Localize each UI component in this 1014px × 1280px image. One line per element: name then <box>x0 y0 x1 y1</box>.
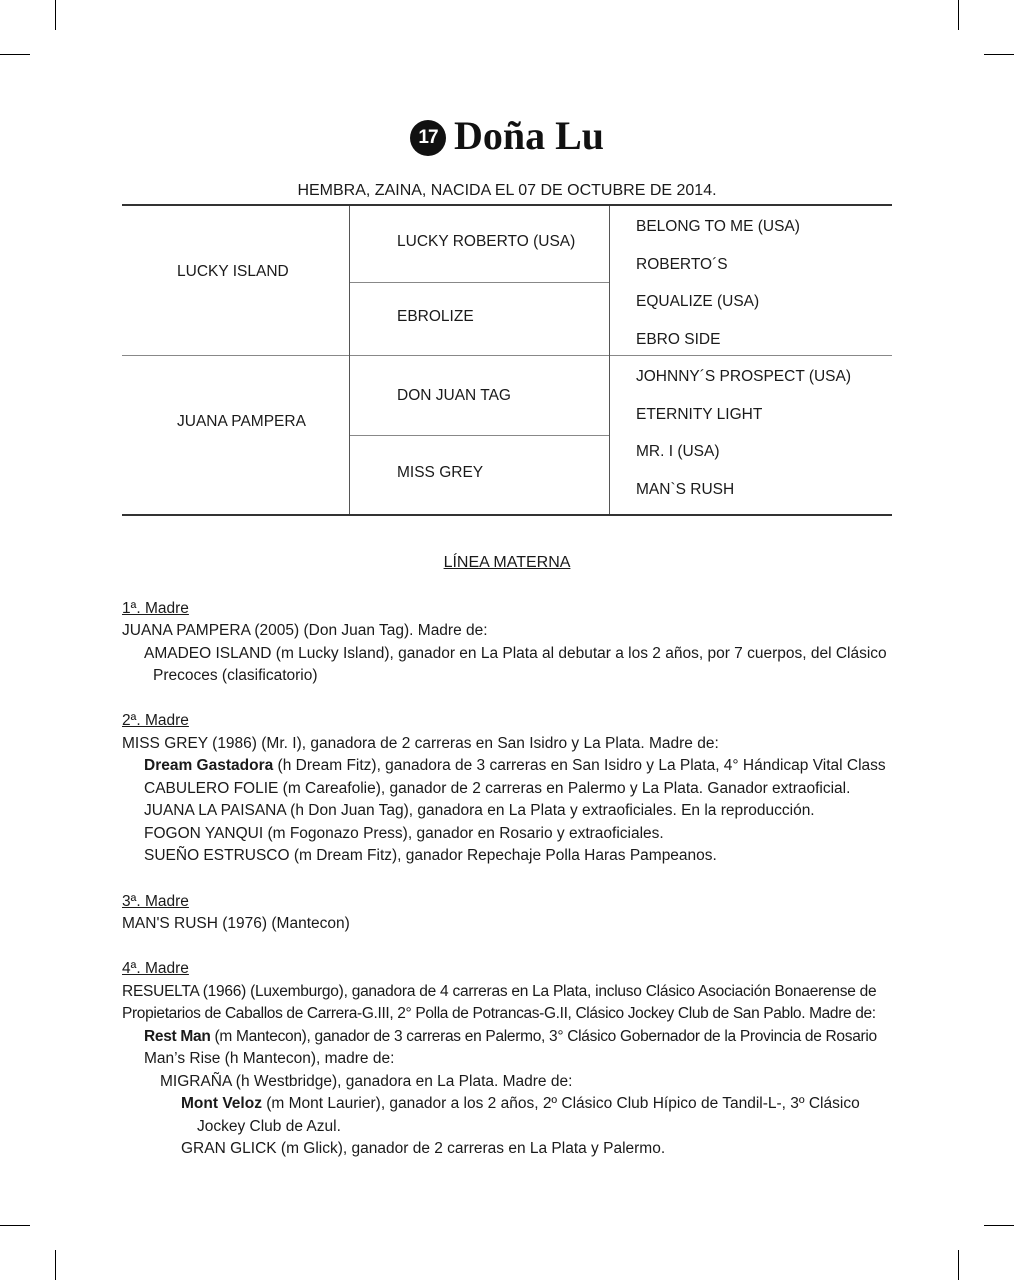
horse-description: HEMBRA, ZAINA, NACIDA EL 07 DE OCTUBRE DE 2014. <box>297 182 717 199</box>
pedigree-table <box>122 204 892 516</box>
table-top-rule <box>122 204 892 206</box>
great-grandparent-name: ETERNITY LIGHT <box>636 406 763 423</box>
first-dam-heading: 1ª. Madre <box>122 600 189 617</box>
great-grandparent-name: ROBERTO´S <box>636 256 728 273</box>
offspring-line: CABULERO FOLIE (m Careafolie), ganador de 2 carreras en Palermo y La Plata. Ganador extraoficial. <box>144 780 851 797</box>
great-grandparent-name: JOHNNY´S PROSPECT (USA) <box>636 368 852 385</box>
fourth-dam-intro: Propietarios de Caballos de Carrera-G.III, 2° Polla de Potrancas-G.II, Clásico Jockey Club de San Pablo. Madre de: <box>122 1005 876 1022</box>
offspring-line: Precoces (clasificatorio) <box>153 667 318 684</box>
crop-mark <box>984 1225 1014 1226</box>
crop-mark <box>958 0 959 30</box>
crop-mark <box>958 1250 959 1280</box>
crop-mark <box>55 0 56 30</box>
third-dam-intro: MAN'S RUSH (1976) (Mantecon) <box>122 915 350 932</box>
offspring-line: Jockey Club de Azul. <box>197 1118 341 1135</box>
third-dam-heading: 3ª. Madre <box>122 893 189 910</box>
offspring-line <box>144 755 886 777</box>
lot-number-badge: 17 <box>410 120 446 156</box>
page-title <box>0 112 1014 159</box>
offspring-line: MIGRAÑA (h Westbridge), ganadora en La Plata. Madre de: <box>160 1073 573 1090</box>
great-grandparent-name: EQUALIZE (USA) <box>636 293 760 310</box>
table-rule <box>349 282 609 283</box>
sire-name: LUCKY ISLAND <box>177 263 289 280</box>
fourth-dam-heading: 4ª. Madre <box>122 960 189 977</box>
offspring-line: AMADEO ISLAND (m Lucky Island), ganador en La Plata al debutar a los 2 años, por 7 cuerpos, del Clásico <box>144 645 887 662</box>
first-dam-intro: JUANA PAMPERA (2005) (Don Juan Tag). Madre de: <box>122 622 488 639</box>
offspring-line: SUEÑO ESTRUSCO (m Dream Fitz), ganador Repechaje Polla Haras Pampeanos. <box>144 847 717 864</box>
horse-name: Doña Lu <box>453 113 605 158</box>
table-column-divider <box>609 206 610 514</box>
maternal-line-heading: LÍNEA MATERNA <box>443 554 571 571</box>
offspring-details: (m Mantecon), ganador de 3 carreras en Palermo, 3° Clásico Gobernador de la Provincia de Rosario <box>210 1028 877 1045</box>
second-dam-heading: 2ª. Madre <box>122 712 189 729</box>
great-grandparent-name: MAN`S RUSH <box>636 481 735 498</box>
crop-mark <box>984 54 1014 55</box>
sire-sire-name: LUCKY ROBERTO (USA) <box>397 233 576 250</box>
offspring-bold-name: Mont Veloz <box>181 1095 262 1112</box>
dam-sire-name: DON JUAN TAG <box>397 387 511 404</box>
great-grandparent-name: MR. I (USA) <box>636 443 720 460</box>
offspring-line: JUANA LA PAISANA (h Don Juan Tag), ganadora en La Plata y extraoficiales. En la reproducción. <box>144 802 815 819</box>
table-rule <box>349 435 609 436</box>
second-dam-intro: MISS GREY (1986) (Mr. I), ganadora de 2 carreras en San Isidro y La Plata. Madre de: <box>122 735 719 752</box>
great-grandparent-name: EBRO SIDE <box>636 331 721 348</box>
dam-dam-name: MISS GREY <box>397 464 484 481</box>
table-bottom-rule <box>122 514 892 516</box>
dam-name: JUANA PAMPERA <box>177 413 306 430</box>
offspring-line: FOGON YANQUI (m Fogonazo Press), ganador en Rosario y extraoficiales. <box>144 825 664 842</box>
offspring-line: GRAN GLICK (m Glick), ganador de 2 carreras en La Plata y Palermo. <box>181 1140 666 1157</box>
sire-dam-name: EBROLIZE <box>397 308 474 325</box>
crop-mark <box>55 1250 56 1280</box>
crop-mark <box>0 1225 30 1226</box>
offspring-line <box>144 1026 877 1048</box>
table-column-divider <box>349 206 350 514</box>
offspring-details: (h Dream Fitz), ganadora de 3 carreras en San Isidro y La Plata, 4° Hándicap Vital Class <box>273 757 886 774</box>
crop-mark <box>0 54 30 55</box>
offspring-bold-name: Dream Gastadora <box>144 757 274 774</box>
offspring-bold-name: Rest Man <box>144 1028 211 1045</box>
offspring-line <box>181 1093 860 1115</box>
offspring-line: Man’s Rise (h Mantecon), madre de: <box>144 1050 395 1067</box>
great-grandparent-name: BELONG TO ME (USA) <box>636 218 800 235</box>
fourth-dam-intro: RESUELTA (1966) (Luxemburgo), ganadora de 4 carreras en La Plata, incluso Clásico Asociación Bonaerense de <box>122 983 877 1000</box>
table-middle-rule <box>122 355 892 356</box>
offspring-details: (m Mont Laurier), ganador a los 2 años, 2º Clásico Club Hípico de Tandil-L-, 3º Clásico <box>261 1095 860 1112</box>
